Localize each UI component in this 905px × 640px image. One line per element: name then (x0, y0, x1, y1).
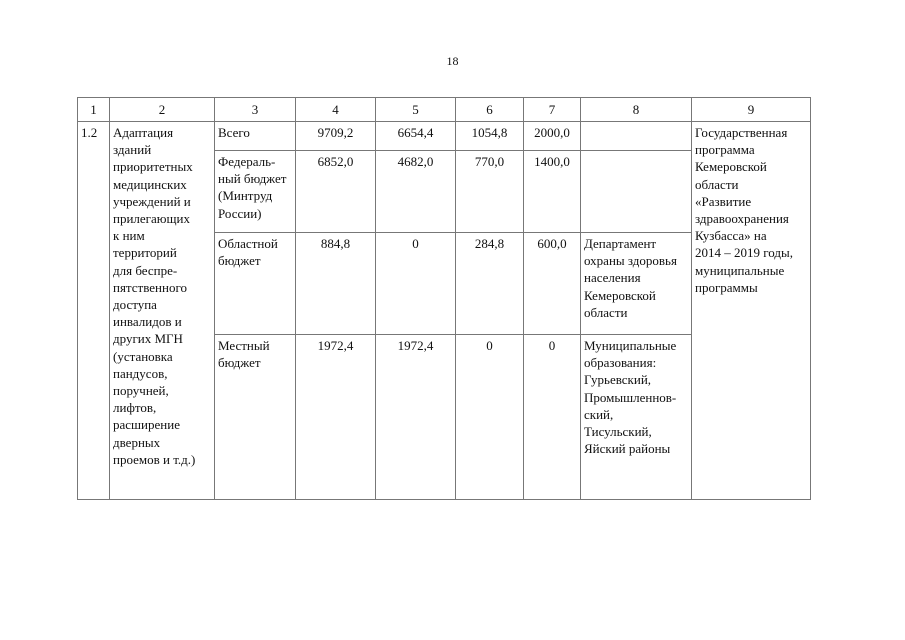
col7-value: 0 (524, 335, 581, 500)
table-row (78, 122, 811, 151)
col5-value: 6654,4 (376, 122, 456, 151)
program-name: Государственная программа Кемеровской области «Развитие здравоохранения Кузбасса» на 2014 – 2019 годы, муниципальные программы (692, 122, 811, 500)
header-cell: 7 (524, 98, 581, 122)
col6-value: 284,8 (456, 233, 524, 335)
executor: Департамент охраны здоровья населения Кемеровской области (581, 233, 692, 335)
col5-value: 4682,0 (376, 151, 456, 233)
header-cell: 9 (692, 98, 811, 122)
page-number: 18 (446, 54, 459, 68)
header-cell: 4 (296, 98, 376, 122)
col7-value: 2000,0 (524, 122, 581, 151)
col6-value: 0 (456, 335, 524, 500)
executor: Муниципальные образования: Гурьевский, Промышленнов- ский, Тисульский, Яйский районы (581, 335, 692, 500)
header-cell: 1 (78, 98, 110, 122)
header-cell: 8 (581, 98, 692, 122)
funding-source: Федераль- ный бюджет (Минтруд России) (215, 151, 296, 233)
total-value: 884,8 (296, 233, 376, 335)
item-description: Адаптация зданий приоритетных медицинских учреждений и прилегающих к ним территорий для беспре- пятственного доступа инвалидов и других МГН (установка пандусов, поручней, лифтов, расширение дверных проемов и т.д.) (110, 122, 215, 500)
col7-value: 600,0 (524, 233, 581, 335)
header-cell: 6 (456, 98, 524, 122)
funding-source: Всего (215, 122, 296, 151)
table-header-row (78, 98, 811, 122)
executor (581, 151, 692, 233)
header-cell: 2 (110, 98, 215, 122)
total-value: 1972,4 (296, 335, 376, 500)
col6-value: 770,0 (456, 151, 524, 233)
total-value: 6852,0 (296, 151, 376, 233)
item-number: 1.2 (78, 122, 110, 500)
header-cell: 3 (215, 98, 296, 122)
executor (581, 122, 692, 151)
funding-table (77, 97, 811, 500)
funding-source: Областной бюджет (215, 233, 296, 335)
col7-value: 1400,0 (524, 151, 581, 233)
col5-value: 0 (376, 233, 456, 335)
col5-value: 1972,4 (376, 335, 456, 500)
header-cell: 5 (376, 98, 456, 122)
total-value: 9709,2 (296, 122, 376, 151)
funding-source: Местный бюджет (215, 335, 296, 500)
col6-value: 1054,8 (456, 122, 524, 151)
